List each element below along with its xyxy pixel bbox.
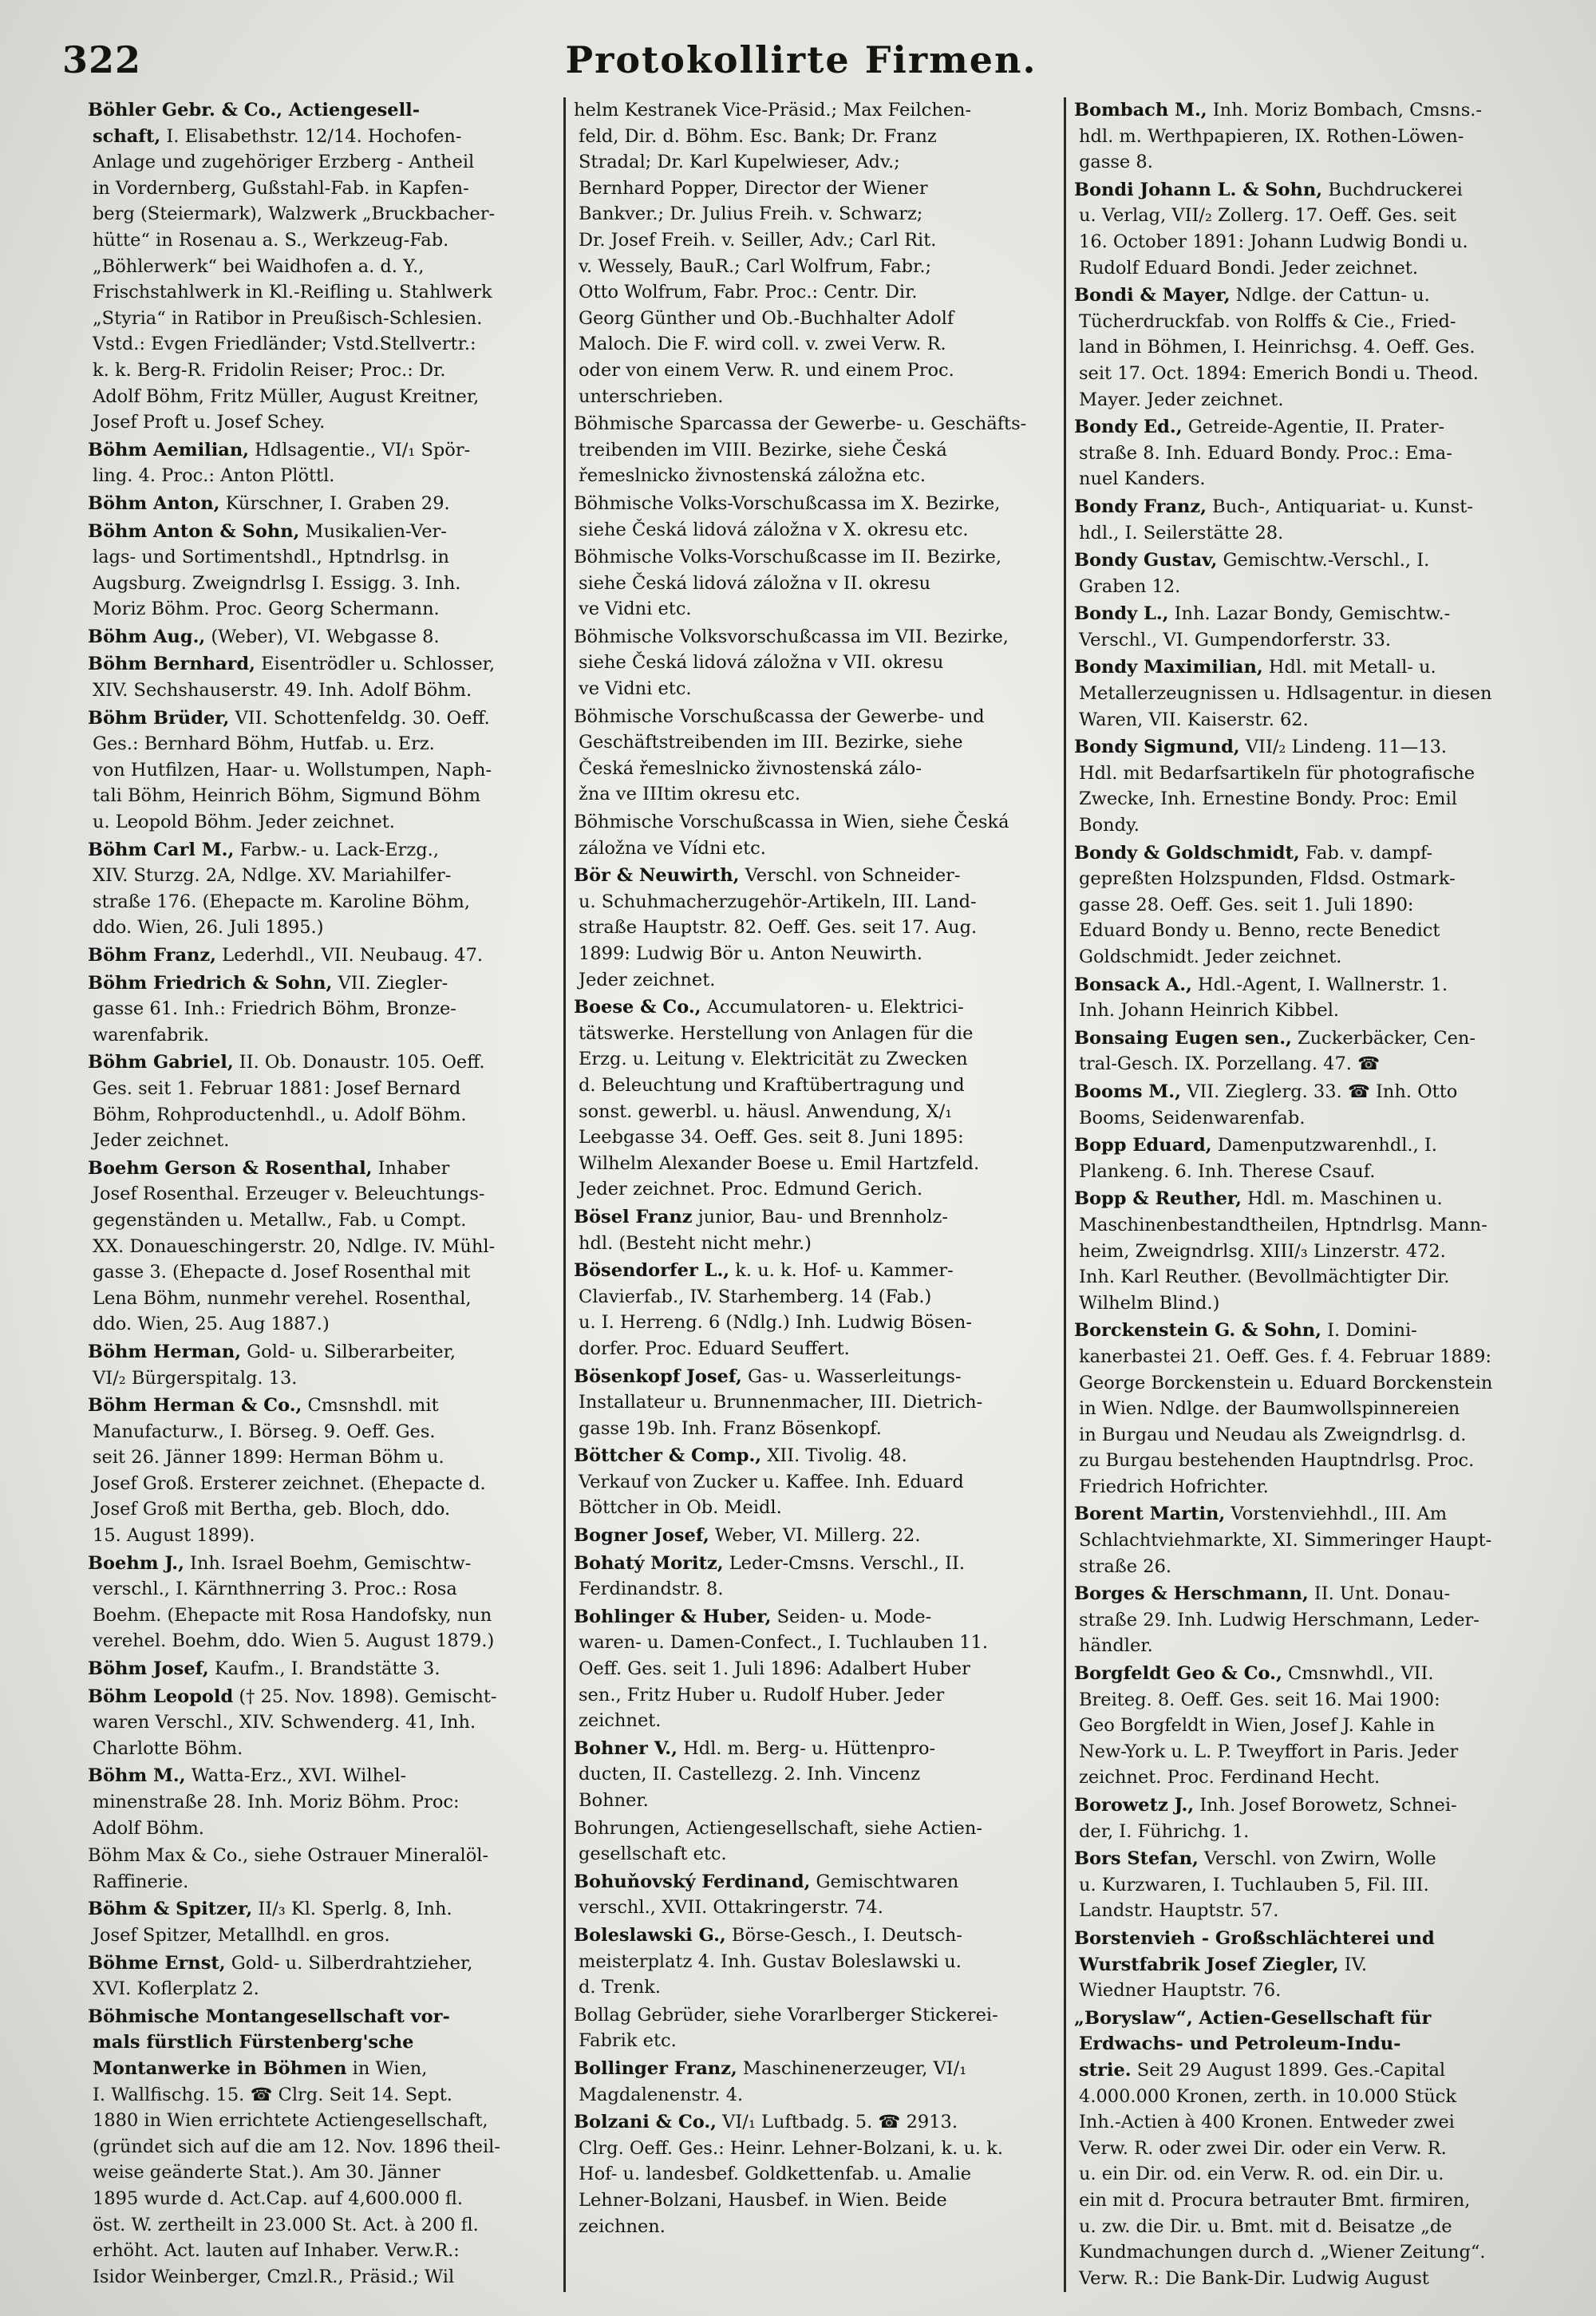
- firm-details: VII. Schottenfeldg. 30. Oeff. Ges.: Bernhard Böhm, Hutfab. u. Erz. von Hutfilzen, Haar- u. Wollstumpen, Naph- tali Böhm, Heinrich Böhm, Sigmund Böhm u. Leopold Böhm. Jeder zeichnet.: [93, 707, 492, 833]
- firm-details: Gas- u. Wasserleitungs- Installateur u. Brunnenmacher, III. Dietrich- gasse 19b. Inh. Franz Bösenkopf.: [579, 1365, 983, 1439]
- firm-name: Bör & Neuwirth,: [574, 865, 740, 887]
- firm-entry: [1074, 601, 1572, 653]
- firm-entry: [1074, 2006, 1572, 2292]
- firm-name: Bösel Franz: [574, 1206, 693, 1227]
- firm-entry: [88, 837, 555, 941]
- firm-details: Inh. Israel Boehm, Gemischtw- verschl., I. Kärnthnerring 3. Proc.: Rosa Boehm. (Ehepacte mit Rosa Handofsky, nun verehel. Boehm, ddo. Wien 5. August 1879.): [93, 1552, 495, 1652]
- firm-entry: [1074, 654, 1572, 733]
- firm-details: Gold- u. Silberarbeiter, VI/₂ Bürgerspitalg. 13.: [93, 1341, 456, 1389]
- firm-details: Böhmische Volks-Vorschußcasse im II. Bezirke, siehe Česká lidová záložna v II. okresu ve Vidni etc.: [574, 547, 1002, 620]
- firm-entry: [1074, 1846, 1572, 1924]
- firm-name: Bogner Josef,: [574, 1525, 709, 1547]
- firm-entry: [574, 624, 1056, 702]
- firm-details: Hdl.-Agent, I. Wallnerstr. 1. Inh. Johann Heinrich Kibbel.: [1079, 974, 1448, 1022]
- firm-name: Bors Stefan,: [1074, 1848, 1199, 1870]
- firm-details: Inh. Josef Borowetz, Schnei- der, I. Führichg. 1.: [1079, 1795, 1457, 1842]
- firm-entry: [88, 1393, 555, 1549]
- firm-details: Bollag Gebrüder, siehe Vorarlberger Stickerei- Fabrik etc.: [574, 2004, 998, 2052]
- firm-name: Böhm Herman & Co.,: [88, 1395, 302, 1417]
- firm-entry: [88, 519, 555, 622]
- firm-entry: [1074, 840, 1572, 970]
- firm-name: Boese & Co.,: [574, 997, 701, 1018]
- firm-entry: [1074, 1926, 1572, 2004]
- firm-entry: [88, 1156, 555, 1338]
- firm-details: Böhmische Vorschußcassa der Gewerbe- und Geschäftstreibenden im III. Bezirke, siehe Česká řemeslnicko živnostenská zálo- žna ve IIItim okresu etc.: [574, 705, 985, 805]
- firm-entry: [1074, 494, 1572, 546]
- firm-name: Bondi Johann L. & Sohn,: [1074, 179, 1323, 200]
- firm-details: VII. Ziegler- gasse 61. Inh.: Friedrich Böhm, Bronze- warenfabrik.: [93, 972, 456, 1045]
- firm-details: IV. Wiedner Hauptstr. 76.: [1079, 1954, 1368, 2002]
- firm-entry: [574, 1364, 1056, 1442]
- firm-details: Vorstenviehhdl., III. Am Schlachtviehmarkte, XI. Simmeringer Haupt- straße 26.: [1079, 1504, 1492, 1577]
- firm-entry: [1074, 1581, 1572, 1659]
- firm-details: Weber, VI. Millerg. 22.: [709, 1525, 921, 1547]
- firm-details: Watta-Erz., XVI. Wilhel- minenstraße 28. Inh. Moriz Böhm. Proc: Adolf Böhm.: [93, 1765, 460, 1839]
- firm-entry: [88, 1656, 555, 1682]
- firm-name: Böhm Brüder,: [88, 707, 230, 729]
- firm-entry: [1074, 177, 1572, 281]
- page-header: [62, 30, 1540, 88]
- firm-details: Cmsnshdl. mit Manufacturw., I. Börseg. 9. Oeff. Ges. seit 26. Jänner 1899: Herman Böhm u. Josef Groß. Ersterer zeichnet. (Ehepacte d. Josef Groß mit Bertha, geb. Bloch, ddo. 15. August 1899).: [93, 1395, 486, 1547]
- firm-details: Verschl. von Schneider- u. Schuhmacherzugehör-Artikeln, III. Land- straße Hauptstr. 82. Oeff. Ges. seit 17. Aug. 1899: Ludwig Bör u. Anton Neuwirth. Jeder zeichnet.: [579, 865, 978, 990]
- firm-details: Maschinenerzeuger, VI/₁ Magdalenenstr. 4.: [579, 2057, 967, 2105]
- firm-entry: [88, 970, 555, 1049]
- firm-details: II. Unt. Donau- straße 29. Inh. Ludwig Herschmann, Leder- händler.: [1079, 1583, 1479, 1657]
- firm-details: Buch-, Antiquariat- u. Kunst- hdl., I. Seilerstätte 28.: [1079, 496, 1473, 543]
- firm-name: Böhler Gebr. & Co., Actiengesell- schaft,: [88, 100, 421, 147]
- firm-name: Bombach M.,: [1074, 100, 1207, 121]
- firm-details: Kürschner, I. Graben 29.: [219, 492, 450, 514]
- firm-details: Hdl. mit Metall- u. Metallerzeugnissen u. Hdlsagentur. in diesen Waren, VII. Kaiserstr. 62.: [1079, 657, 1492, 730]
- firm-entry: [88, 1551, 555, 1654]
- firm-name: Böhm M.,: [88, 1765, 186, 1787]
- firm-entry: [1074, 283, 1572, 413]
- firm-entry: [88, 1049, 555, 1153]
- firm-name: Booms M.,: [1074, 1081, 1181, 1102]
- firm-details: Hdl. m. Berg- u. Hüttenpro- ducten, II. Castellezg. 2. Inh. Vincenz Bohner.: [579, 1737, 936, 1811]
- firm-details: Gemischtw.-Verschl., I. Graben 12.: [1079, 550, 1430, 597]
- firm-details: Musikalien-Ver- lags- und Sortimentshdl., Hptndrlsg. in Augsburg. Zweigndrlsg I. Essigg. 3. Inh. Moriz Böhm. Proc. Georg Schermann.: [93, 520, 461, 620]
- firm-entry: [1074, 1026, 1572, 1077]
- firm-entry: [88, 1896, 555, 1948]
- firm-details: Buchdruckerei u. Verlag, VII/₂ Zollerg. 17. Oeff. Ges. seit 16. October 1891: Johann Ludwig Bondi u. Rudolf Eduard Bondi. Jeder zeichnet.: [1079, 179, 1468, 279]
- firm-entry: [574, 809, 1056, 861]
- firm-entry: [88, 1950, 555, 2002]
- firm-entry: [88, 1843, 555, 1895]
- firm-entry: [1074, 1318, 1572, 1500]
- firm-name: Borckenstein G. & Sohn,: [1074, 1320, 1321, 1342]
- firm-name: Bollinger Franz,: [574, 2057, 737, 2079]
- firm-entry: [574, 1869, 1056, 1921]
- firm-entry: [88, 437, 555, 489]
- firm-name: Böhm Aug.,: [88, 626, 206, 647]
- firm-details: Inh. Lazar Bondy, Gemischtw.- Verschl., VI. Gumpendorferstr. 33.: [1079, 603, 1451, 650]
- firm-name: Bondy Sigmund,: [1074, 737, 1240, 758]
- firm-name: Bondy Maximilian,: [1074, 657, 1263, 678]
- firm-name: Borowetz J.,: [1074, 1795, 1195, 1816]
- firm-details: Böhmische Volks-Vorschußcassa im X. Bezirke, siehe Česká lidová záložna v X. okresu etc.: [574, 492, 1001, 540]
- firm-entry: [574, 544, 1056, 622]
- column-2: [563, 97, 1066, 2292]
- firm-details: Seiden- u. Mode- waren- u. Damen-Confect., I. Tuchlauben 11. Oeff. Ges. seit 1. Juli 1896: Adalbert Huber sen., Fritz Huber u. Rudolf Huber. Jeder zeichnet.: [579, 1606, 989, 1732]
- firm-details: Farbw.- u. Lack-Erzg., XIV. Sturzg. 2A, Ndlge. XV. Mariahilfer- straße 176. (Ehepacte m. Karoline Böhm, ddo. Wien, 26. Juli 1895.): [93, 839, 471, 939]
- firm-name: Böhm Gabriel,: [88, 1052, 234, 1073]
- firm-entry: [1074, 97, 1572, 176]
- firm-entry: [1074, 1079, 1572, 1131]
- firm-entry: [88, 2004, 555, 2290]
- firm-name: Böhm Anton,: [88, 492, 220, 514]
- firm-name: Böhm Anton & Sohn,: [88, 520, 300, 542]
- firm-details: Inh. Moriz Bombach, Cmsns.- hdl. m. Werthpapieren, IX. Rothen-Löwen- gasse 8.: [1079, 100, 1482, 173]
- firm-details: VI/₁ Luftbadg. 5. ☎ 2913. Clrg. Oeff. Ges.: Heinr. Lehner-Bolzani, k. u. k. Hof- u. landesbef. Goldkettenfab. u. Amalie Lehner-Bolzani, Hausbef. in Wien. Beide zeichnen.: [579, 2112, 1004, 2237]
- firm-entry: [1074, 972, 1572, 1024]
- firm-entry: [1074, 414, 1572, 492]
- firm-entry: [88, 97, 555, 436]
- firm-entry: [574, 1551, 1056, 1603]
- firm-name: Boehm Gerson & Rosenthal,: [88, 1157, 373, 1179]
- firm-entry: [574, 1204, 1056, 1256]
- firm-details: Lederhdl., VII. Neubaug. 47.: [216, 945, 484, 966]
- column-3: [1066, 97, 1580, 2292]
- firm-entry: [574, 411, 1056, 489]
- firm-entry: [574, 1604, 1056, 1734]
- firm-entry: [88, 943, 555, 969]
- firm-details: Cmsnwhdl., VII. Breiteg. 8. Oeff. Ges. seit 16. Mai 1900: Geo Borgfeldt in Wien, Josef J. Kahle in New-York u. L. P. Tweyffort in Paris. Jeder zeichnet. Proc. Ferdinand Hecht.: [1079, 1663, 1459, 1788]
- firm-details: helm Kestranek Vice-Präsid.; Max Feilchen- feld, Dir. d. Böhm. Esc. Bank; Dr. Franz Stradal; Dr. Karl Kupelwieser, Adv.; Bernhard Popper, Director der Wiener Bankver.; Dr. Julius Freih. v. Schwarz; Dr. Josef Freih. v. Seiller, Adv.; Carl Rit. v. Wessely, BauR.; Carl Wolfrum, Fabr.; Otto Wolfrum, Fabr. Proc.: Centr. Dir. Georg Günther und Ob.-Buchhalter Adolf Maloch. Die F. wird coll. v. zwei Verw. R. oder von einem Verw. R. und einem Proc. unterschrieben.: [574, 100, 972, 407]
- firm-name: Bondi & Mayer,: [1074, 285, 1231, 306]
- firm-entry: [574, 1523, 1056, 1549]
- firm-details: VII. Zieglerg. 33. ☎ Inh. Otto Booms, Seidenwarenfab.: [1079, 1081, 1458, 1128]
- firm-name: Bondy & Goldschmidt,: [1074, 842, 1300, 864]
- firm-details: Hdl. m. Maschinen u. Maschinenbestandtheilen, Hptndrlsg. Mann- heim, Zweigndrlsg. XIII/₃ Linzerstr. 472. Inh. Karl Reuther. (Bevollmächtigter Dir. Wilhelm Blind.): [1079, 1188, 1487, 1314]
- firm-entry: [88, 624, 555, 650]
- firm-name: Bonsack A.,: [1074, 974, 1192, 995]
- firm-name: Bondy Gustav,: [1074, 550, 1218, 571]
- firm-name: Böhm & Spitzer,: [88, 1899, 253, 1920]
- firm-name: Bondy Franz,: [1074, 496, 1207, 517]
- firm-entry: [88, 705, 555, 836]
- firm-entry: [574, 2056, 1056, 2108]
- firm-entry: [1074, 734, 1572, 838]
- firm-entry: [574, 1923, 1056, 2001]
- firm-details: Ndlge. der Cattun- u. Tücherdruckfab. von Rolffs & Cie., Fried- land in Böhmen, I. Heinrichsg. 4. Oeff. Ges. seit 17. Oct. 1894: Emerich Bondi u. Theod. Mayer. Jeder zeichnet.: [1079, 285, 1479, 410]
- firm-details: Eisentrödler u. Schlosser, XIV. Sechshauserstr. 49. Inh. Adolf Böhm.: [93, 654, 496, 702]
- firm-details: Fab. v. dampf- gepreßten Holzspunden, Fldsd. Ostmark- gasse 28. Oeff. Ges. seit 1. Juli 1890: Eduard Bondy u. Benno, recte Benedict Goldschmidt. Jeder zeichnet.: [1079, 842, 1456, 967]
- firm-details: Kaufm., I. Brandstätte 3.: [208, 1658, 440, 1680]
- firm-name: Boehm J.,: [88, 1552, 184, 1574]
- firm-details: Accumulatoren- u. Elektrici- tätswerke. Herstellung von Anlagen für die Erzg. u. Leitung v. Elektricität zu Zwecken d. Beleuchtung und Kraftübertragung und sonst. gewerbl. u. häusl. Anwendung, X/₁ Leebgasse 34. Oeff. Ges. seit 8. Juni 1895: Wilhelm Alexander Boese u. Emil Hartzfeld. Jeder zeichnet. Proc. Edmund Gerich.: [579, 997, 980, 1200]
- firm-name: Bonsaing Eugen sen.,: [1074, 1027, 1292, 1049]
- firm-name: „Boryslaw“, Actien-Gesellschaft für Erdwachs- und Petroleum-Indu- strie.: [1074, 2007, 1432, 2081]
- firm-name: Böhmische Montangesellschaft vor- mals fürstlich Fürstenberg'sche Montanwerke in Böhmen: [88, 2006, 450, 2079]
- firm-details: Leder-Cmsns. Verschl., II. Ferdinandstr. 8.: [579, 1552, 965, 1600]
- firm-name: Bopp Eduard,: [1074, 1135, 1212, 1156]
- firm-name: Bohner V.,: [574, 1737, 678, 1759]
- firm-details: Gemischtwaren verschl., XVII. Ottakringerstr. 74.: [579, 1871, 959, 1919]
- firm-details: Seit 29 August 1899. Ges.-Capital 4.000.000 Kronen, zerth. in 10.000 Stück Inh.-Actien à 400 Kronen. Entweder zwei Verw. R. oder zwei Dir. oder ein Verw. R. u. ein Dir. od. ein Verw. R. od. ein Dir. u. ein mit d. Procura betrauter Bmt. firmiren, u. zw. die Dir. u. Bmt. mit d. Beisatze „de Kundmachungen durch d. „Wiener Zeitung“. Verw. R.: Die Bank-Dir. Ludwig August: [1079, 2059, 1486, 2289]
- firm-entry: [574, 1258, 1056, 1362]
- firm-name: Bondy L.,: [1074, 603, 1169, 625]
- firm-name: Bohuňovský Ferdinand,: [574, 1871, 811, 1892]
- firm-details: II/₃ Kl. Sperlg. 8, Inh. Josef Spitzer, Metallhdl. en gros.: [93, 1899, 452, 1946]
- firm-entry: [574, 1443, 1056, 1521]
- firm-details: I. Domini- kanerbastei 21. Oeff. Ges. f. 4. Februar 1889: George Borckenstein u. Eduard Borckenstein in Wien. Ndlge. der Baumwollspinnereien in Burgau und Neudau als Zweigndrlsg. d. zu Burgau bestehenden Hauptndrlsg. Proc. Friedrich Hofrichter.: [1079, 1320, 1493, 1497]
- firm-entry: [1074, 1186, 1572, 1316]
- firm-name: Borstenvieh - Großschlächterei und Wurstfabrik Josef Ziegler,: [1074, 1927, 1435, 1975]
- firm-entry: [574, 1816, 1056, 1867]
- firm-name: Böhm Aemilian,: [88, 439, 250, 460]
- firm-entry: [574, 491, 1056, 543]
- firm-details: Inhaber Josef Rosenthal. Erzeuger v. Beleuchtungs- gegenständen u. Metallw., Fab. u Compt. XX. Donaueschingerstr. 20, Ndlge. IV. Mühl- gasse 3. (Ehepacte d. Josef Rosenthal mit Lena Böhm, nunmehr verehel. Rosenthal, ddo. Wien, 25. Aug 1887.): [93, 1157, 496, 1335]
- firm-name: Böhm Bernhard,: [88, 654, 255, 675]
- firm-details: Zuckerbäcker, Cen- tral-Gesch. IX. Porzellang. 47. ☎: [1079, 1027, 1476, 1075]
- firm-entry: [1074, 1661, 1572, 1791]
- firm-name: Böhme Ernst,: [88, 1952, 226, 1974]
- firm-name: Böhm Franz,: [88, 945, 217, 966]
- firm-name: Böttcher & Comp.,: [574, 1445, 762, 1467]
- firm-entry: [88, 1763, 555, 1841]
- firm-details: VII/₂ Lindeng. 11—13. Hdl. mit Bedarfsartikeln für photografische Zwecke, Inh. Ernestine Bondy. Proc: Emil Bondy.: [1079, 737, 1476, 836]
- firm-entry: [574, 1736, 1056, 1814]
- firm-name: Bösendorfer L.,: [574, 1260, 730, 1282]
- page-number: 322: [62, 38, 142, 81]
- firm-name: Borgfeldt Geo & Co.,: [1074, 1663, 1282, 1685]
- firm-entry: [574, 704, 1056, 808]
- firm-entry: [88, 651, 555, 703]
- firm-name: Borges & Herschmann,: [1074, 1583, 1309, 1605]
- firm-name: Bolzani & Co.,: [574, 2112, 717, 2133]
- firm-name: Böhm Carl M.,: [88, 839, 235, 860]
- firm-details: Gold- u. Silberdrahtzieher, XVI. Koflerplatz 2.: [93, 1952, 473, 2000]
- firm-details: in Wien, I. Wallfischg. 15. ☎ Clrg. Seit 14. Sept. 1880 in Wien errichtete Actiengesellschaft, (gründet sich auf die am 12. Nov. 1896 theil- weise geänderte Stat.). Am 30. Jänner 1895 wurde d. Act.Cap. auf 4,600.000 fl. öst. W. zertheilt in 23.000 St. Act. à 200 fl. erhöht. Act. lauten auf Inhaber. Verw.R.: Isidor Weinberger, Cmzl.R., Präsid.; Wil: [93, 2057, 500, 2287]
- firm-details: Börse-Gesch., I. Deutsch- meisterplatz 4. Inh. Gustav Boleslawski u. d. Trenk.: [579, 1924, 962, 1998]
- firm-details: Bohrungen, Actiengesellschaft, siehe Actien- gesellschaft etc.: [574, 1817, 982, 1865]
- firm-name: Böhm Leopold: [88, 1686, 234, 1707]
- firm-name: Boleslawski G.,: [574, 1924, 726, 1946]
- firm-name: Bondy Ed.,: [1074, 417, 1183, 438]
- firm-details: (Weber), VI. Webgasse 8.: [205, 626, 440, 647]
- firm-name: Bohlinger & Huber,: [574, 1606, 772, 1627]
- firm-name: Bohatý Moritz,: [574, 1552, 724, 1574]
- firm-name: Borent Martin,: [1074, 1504, 1226, 1525]
- firm-details: II. Ob. Donaustr. 105. Oeff. Ges. seit 1. Februar 1881: Josef Bernard Böhm, Rohproductenhdl., u. Adolf Böhm. Jeder zeichnet.: [93, 1052, 485, 1152]
- firm-name: Böhm Friedrich & Sohn,: [88, 972, 333, 994]
- firm-details: Böhmische Vorschußcassa in Wien, siehe Česká záložna ve Vídni etc.: [574, 812, 1009, 859]
- firm-details: († 25. Nov. 1898). Gemischt- waren Verschl., XIV. Schwenderg. 41, Inh. Charlotte Böhm.: [93, 1686, 497, 1759]
- firm-entry: [1074, 1501, 1572, 1579]
- firm-entry: [574, 994, 1056, 1203]
- text-columns: [80, 97, 1580, 2292]
- firm-name: Böhm Herman,: [88, 1341, 242, 1362]
- firm-entry: [574, 2002, 1056, 2054]
- firm-details: Böhm Max & Co., siehe Ostrauer Mineralöl- Raffinerie.: [88, 1845, 489, 1892]
- firm-details: Getreide-Agentie, II. Prater- straße 8. Inh. Eduard Bondy. Proc.: Ema- nuel Kanders.: [1079, 417, 1452, 490]
- firm-entry: [1074, 1132, 1572, 1184]
- firm-details: Verschl. von Zwirn, Wolle u. Kurzwaren, I. Tuchlauben 5, Fil. III. Landstr. Hauptstr. 57.: [1079, 1848, 1436, 1922]
- firm-details: Böhmische Sparcassa der Gewerbe- u. Geschäfts- treibenden im VIII. Bezirke, siehe Česká řemeslnicko živnostenská záložna etc.: [574, 413, 1027, 487]
- firm-details: k. u. k. Hof- u. Kammer- Clavierfab., IV. Starhemberg. 14 (Fab.) u. I. Herreng. 6 (Ndlg.) Inh. Ludwig Bösen- dorfer. Proc. Eduard Seuffert.: [579, 1260, 973, 1359]
- firm-details: junior, Bau- und Brennholz- hdl. (Besteht nicht mehr.): [579, 1206, 948, 1254]
- firm-entry: [574, 97, 1056, 409]
- firm-entry: [574, 863, 1056, 993]
- firm-details: Damenputzwarenhdl., I. Plankeng. 6. Inh. Therese Csauf.: [1079, 1135, 1437, 1182]
- running-title: Protokollirte Firmen.: [565, 38, 1037, 81]
- firm-details: XII. Tivolig. 48. Verkauf von Zucker u. Kaffee. Inh. Eduard Böttcher in Ob. Meidl.: [579, 1445, 964, 1519]
- firm-entry: [1074, 1792, 1572, 1844]
- firm-entry: [88, 491, 555, 517]
- column-1: [80, 97, 563, 2292]
- firm-entry: [88, 1339, 555, 1391]
- firm-entry: [574, 2109, 1056, 2239]
- firm-entry: [1074, 547, 1572, 599]
- firm-name: Bösenkopf Josef,: [574, 1365, 742, 1387]
- firm-entry: [88, 1684, 555, 1762]
- firm-details: Hdlsagentie., VI/₁ Spör- ling. 4. Proc.: Anton Plöttl.: [93, 439, 471, 487]
- firm-name: Böhm Josef,: [88, 1658, 209, 1680]
- firm-name: Bopp & Reuther,: [1074, 1188, 1242, 1210]
- firm-details: Böhmische Volksvorschußcassa im VII. Bezirke, siehe Česká lidová záložna v VII. okresu ve Vidni etc.: [574, 626, 1009, 700]
- firm-details: I. Elisabethstr. 12/14. Hochofen- Anlage und zugehöriger Erzberg - Antheil in Vordernberg, Gußstahl-Fab. in Kapfen- berg (Steiermark), Walzwerk „Bruckbacher- hütte“ in Rosenau a. S., Werkzeug-Fab. „Böhlerwerk“ bei Waidhofen a. d. Y., Frischstahlwerk in Kl.-Reifling u. Stahlwerk „Styria“ in Ratibor in Preußisch-Schlesien. Vstd.: Evgen Friedländer; Vstd.Stellvertr.: k. k. Berg-R. Fridolin Reiser; Proc.: Dr. Adolf Böhm, Fritz Müller, August Kreitner, Josef Proft u. Josef Schey.: [93, 125, 496, 433]
